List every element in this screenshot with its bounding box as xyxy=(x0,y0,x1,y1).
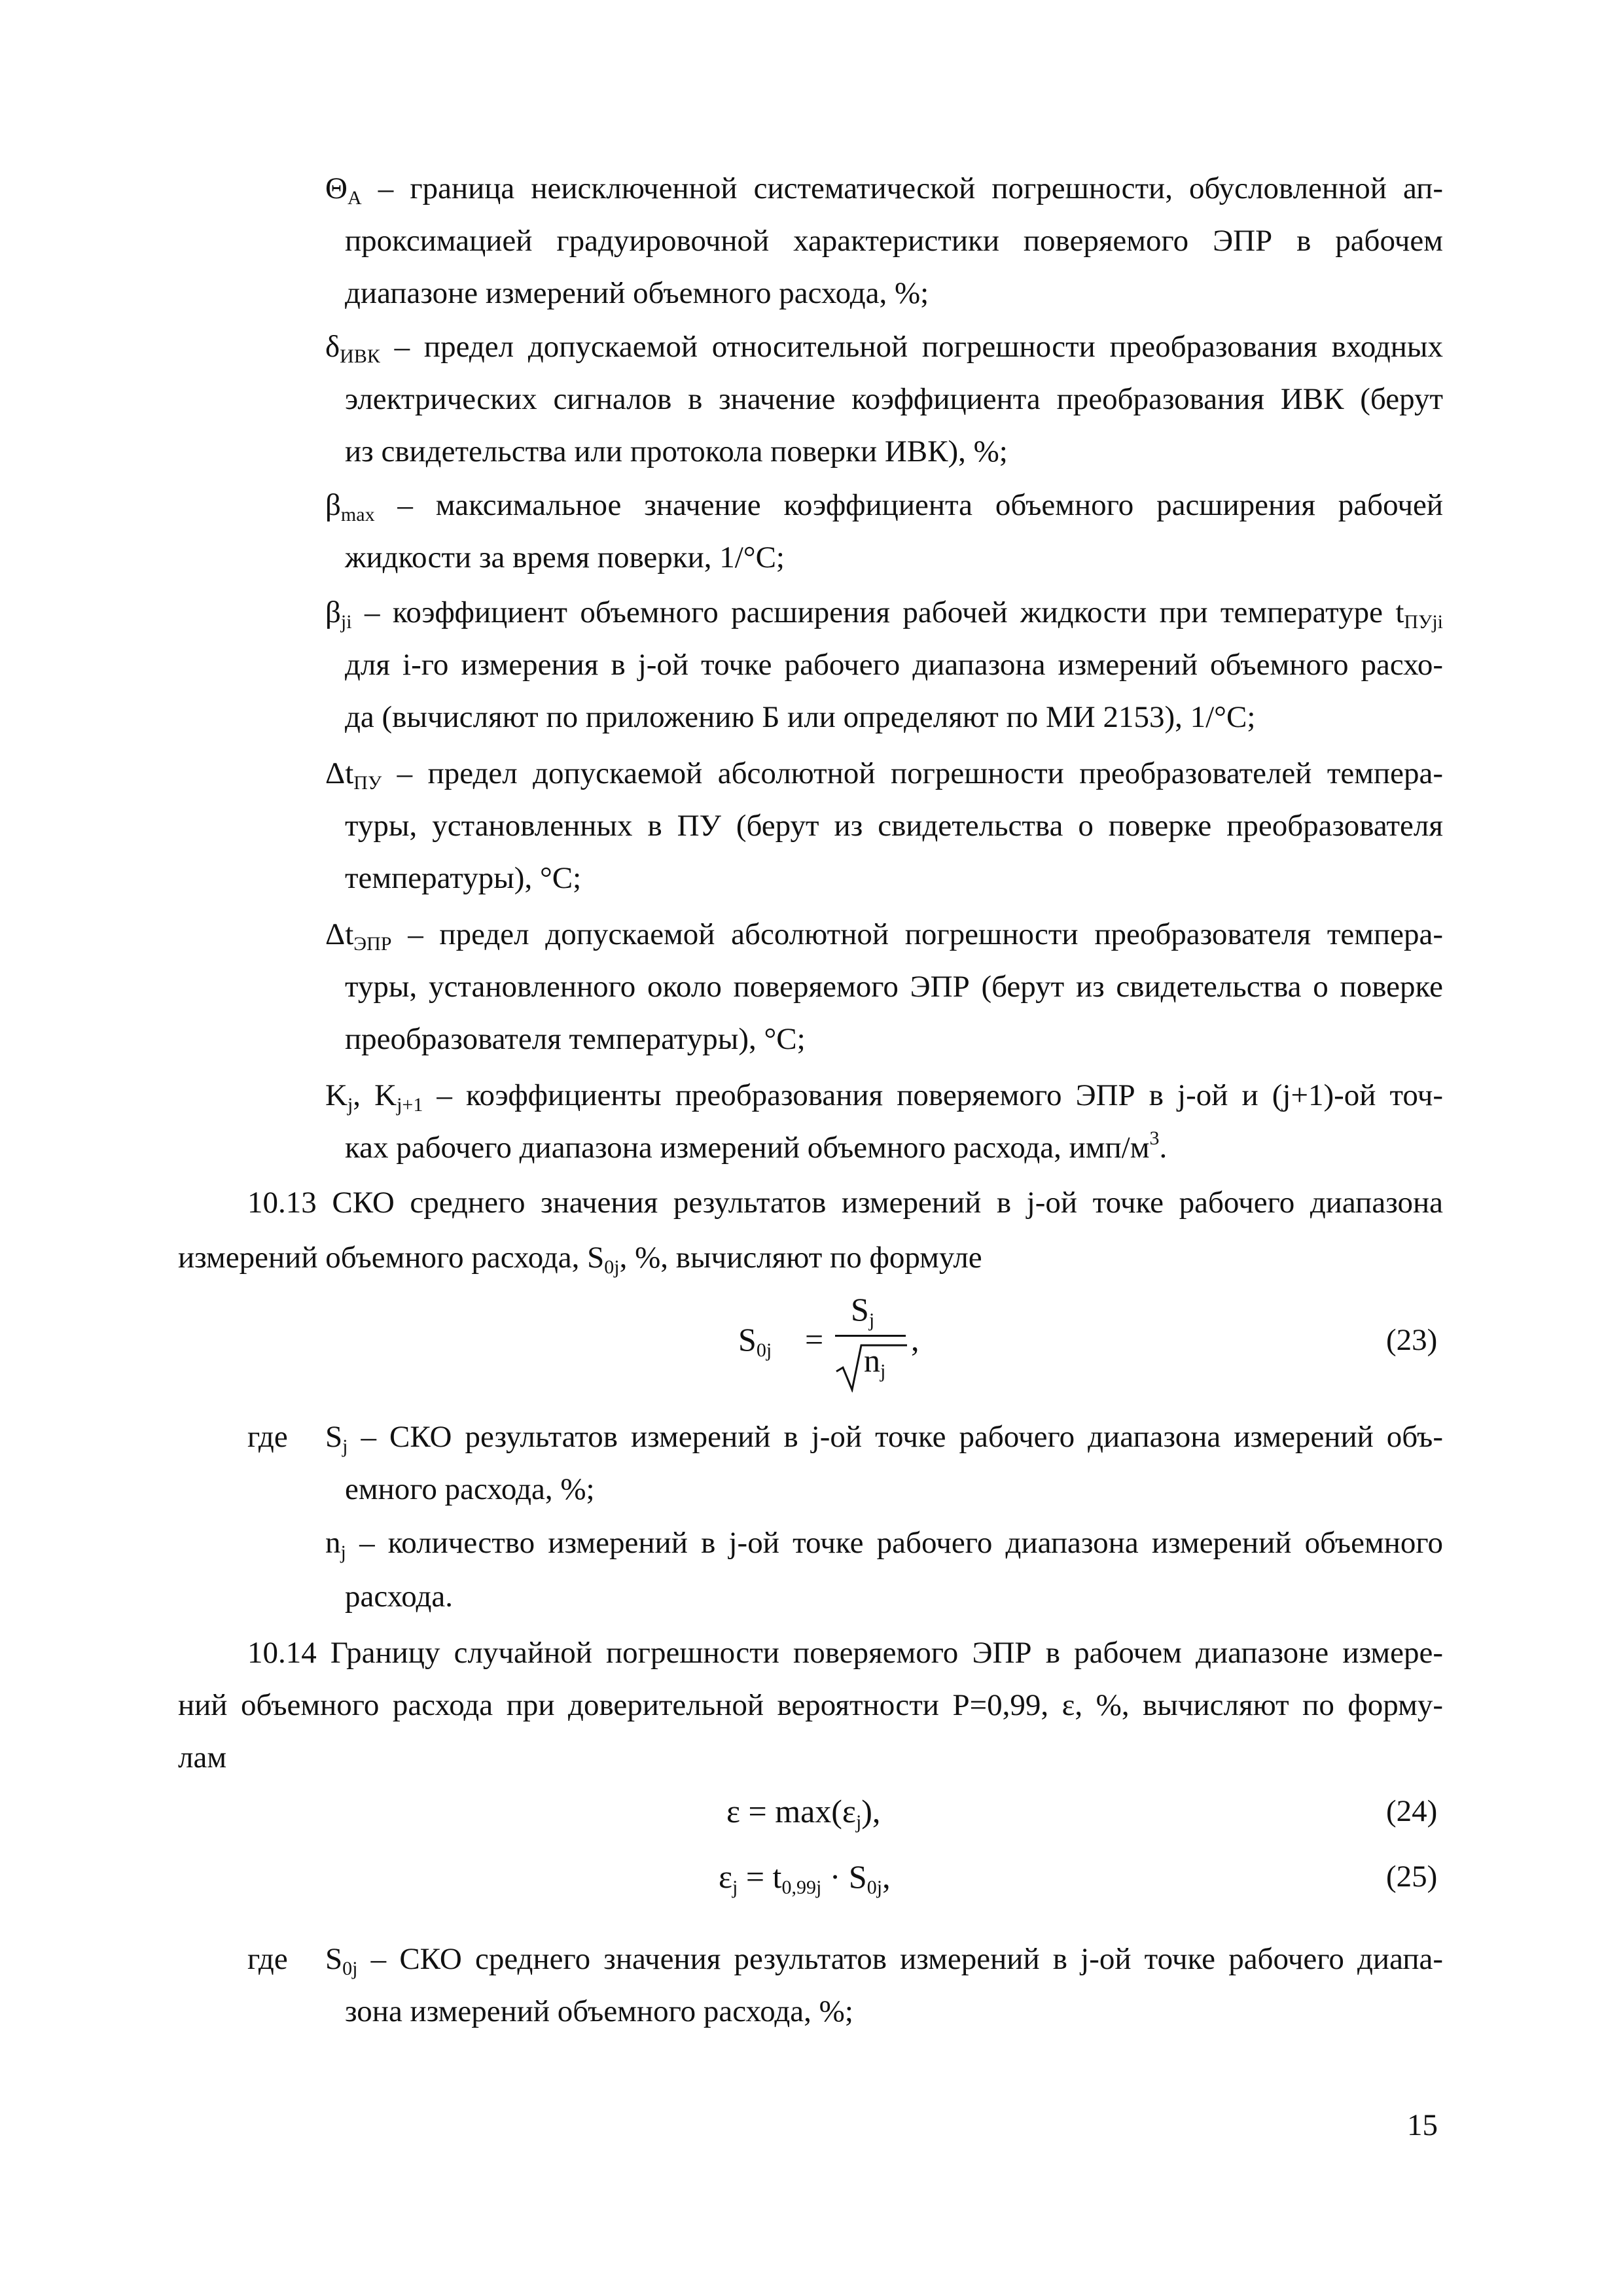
eq24-number: (24) xyxy=(1386,1794,1438,1828)
where-2-item-line-1: $S_{0j}$ – СКО среднего значения результатов измерений в j-ой точке рабочего диапа- xyxy=(325,1942,1443,1979)
where-2-label: где xyxy=(247,1942,288,1976)
eq23-comma: , xyxy=(911,1321,919,1358)
def-betaji-line-1: $\beta_{ji}$ – коэффициент объемного расширения рабочей жидкости при температуре $t_{ПУji}$ xyxy=(325,595,1443,633)
def-subscript: ЭПР xyxy=(353,933,392,955)
def-subscript: A xyxy=(347,187,362,209)
page-number: 15 xyxy=(1407,2108,1438,2142)
def-subscript: ji xyxy=(340,611,352,633)
def-symbol: Δt xyxy=(325,756,354,790)
para-1014-line-3: лам xyxy=(178,1740,227,1775)
def-dtpu-line-2: туры, установленных в ПУ (берут из свидетельства о поверке преобразователя xyxy=(345,809,1443,843)
where-2-item-line-2: зона измерений объемного расхода, %; xyxy=(345,1994,853,2028)
def-dtpu-line-3: температуры), °С; xyxy=(345,861,582,895)
def-delta-line-1: $\delta_{ИВК}$ – предел допускаемой относительной погрешности преобразования входных xyxy=(325,330,1443,367)
def-symbol: β xyxy=(325,488,341,522)
def-betamax-line-1: $\beta_{max}$ – максимальное значение коэффициента объемного расширения рабочей xyxy=(325,488,1443,525)
def-subscript: ИВК xyxy=(340,345,380,367)
eq25-number: (25) xyxy=(1386,1860,1438,1894)
def-subscript-2: j+1 xyxy=(397,1094,423,1116)
def-symbol: K xyxy=(325,1078,348,1112)
def-kj-line-1: $K_j$, $K_{j+1}$ – коэффициенты преобразования поверяемого ЭПР в j-ой и (j+1)-ой точ- xyxy=(325,1078,1443,1116)
para-1014-line-2: ний объемного расхода при доверительной вероятности Р=0,99, ε, %, вычисляют по форму- xyxy=(178,1688,1443,1722)
def-betamax-line-2: жидкости за время поверки, 1/°С; xyxy=(345,540,785,574)
eq23-number: (23) xyxy=(1386,1323,1438,1357)
def-symbol: β xyxy=(325,595,341,629)
eq23-equals: = xyxy=(805,1321,824,1358)
where-1-item-2-line-1: $n_j$ – количество измерений в j-ой точке рабочего диапазона измерений объемного xyxy=(325,1526,1443,1563)
def-symbol: Θ xyxy=(325,171,348,205)
def-symbol: Δt xyxy=(325,917,354,951)
def-dtpu-line-1: $\Delta t_{ПУ}$ – предел допускаемой абсолютной погрешности преобразователей темпера- xyxy=(325,756,1443,794)
where-1-label: где xyxy=(247,1420,288,1454)
def-kj-line-2: ках рабочего диапазона измерений объемного расхода, имп/$м^3$. xyxy=(345,1127,1168,1165)
def-subscript: ПУ xyxy=(353,772,382,794)
def-symbol: δ xyxy=(325,330,340,364)
def-delta-line-3: из свидетельства или протокола поверки ИВК), %; xyxy=(345,434,1008,468)
eq23-fraction-bar xyxy=(835,1335,906,1337)
def-delta-line-2: электрических сигналов в значение коэффициента преобразования ИВК (берут xyxy=(345,382,1443,416)
def-dtepr-line-3: преобразователя температуры), °С; xyxy=(345,1022,806,1056)
where-1-item-1-line-1: $S_j$ – СКО результатов измерений в j-ой точке рабочего диапазона измерений объ- xyxy=(325,1420,1443,1457)
where-1-item-1-line-2: емного расхода, %; xyxy=(345,1472,595,1506)
def-theta-line-2: проксимацией градуировочной характеристики поверяемого ЭПР в рабочем xyxy=(345,224,1443,258)
equation-25: $\varepsilon_j = t_{0,99j} \cdot S_{0j}$, xyxy=(719,1858,891,1898)
def-betaji-line-3: да (вычисляют по приложению Б или определяют по МИ 2153), 1/°С; xyxy=(345,700,1256,734)
def-dtepr-line-1: $\Delta t_{ЭПР}$ – предел допускаемой абсолютной погрешности преобразователя темпера- xyxy=(325,917,1443,955)
def-dtepr-line-2: туры, установленного около поверяемого ЭПР (берут из свидетельства о поверке xyxy=(345,970,1443,1004)
def-subscript: j xyxy=(347,1094,353,1116)
para-1013-line-1: 10.13 СКО среднего значения результатов измерений в j-ой точке рабочего диапазона xyxy=(247,1186,1443,1220)
para-1013-line-2: измерений объемного расхода, $S_{0j}$, %, вычисляют по формуле xyxy=(178,1241,982,1278)
where-1-item-2-line-2: расхода. xyxy=(345,1580,453,1614)
def-tail-subscript: ПУji xyxy=(1404,611,1443,633)
def-subscript: max xyxy=(340,504,375,525)
eq23-numerator: $S_j$ xyxy=(851,1291,875,1331)
eq23-lhs: $S_{0j}$ xyxy=(738,1321,772,1361)
def-theta-line-1: $\Theta_A$ – граница неисключенной систематической погрешности, обусловленной ап- xyxy=(325,171,1443,209)
def-superscript: 3 xyxy=(1149,1127,1160,1149)
para-1014-line-1: 10.14 Границу случайной погрешности поверяемого ЭПР в рабочем диапазоне измере- xyxy=(247,1636,1443,1670)
def-theta-line-3: диапазоне измерений объемного расхода, %; xyxy=(345,276,929,310)
equation-24: $\varepsilon = \max(\varepsilon_j)$, xyxy=(726,1793,881,1833)
def-betaji-line-2: для i-го измерения в j-ой точке рабочего диапазона измерений объемного расхо- xyxy=(345,648,1443,682)
eq23-denominator: $n_j$ xyxy=(864,1342,886,1382)
